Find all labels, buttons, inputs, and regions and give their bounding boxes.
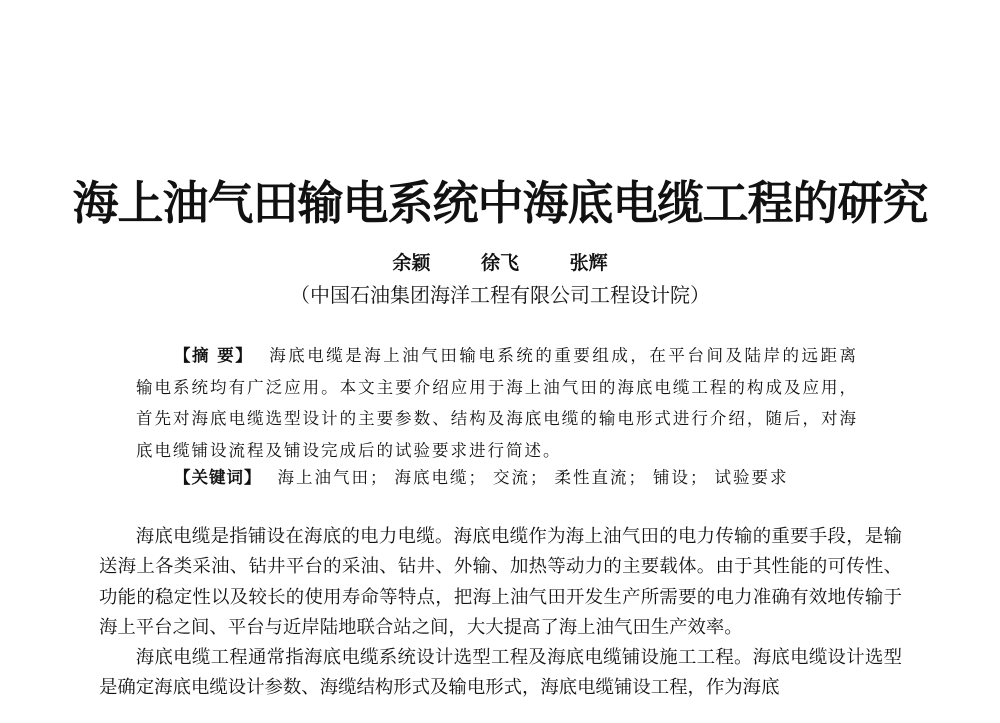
body-paragraph: 海底电缆工程通常指海底电缆系统设计选型工程及海底电缆铺设施工工程。海底电缆设计选型是确定海底电缆设计参数、海缆结构形式及输电形式，海底电缆铺设工程，作为海底 [99, 647, 902, 699]
keyword: 海上油气田 [277, 468, 370, 487]
keyword-separator: ； [690, 468, 709, 487]
keyword: 海底电缆 [394, 468, 469, 487]
author-name: 徐飞 [480, 252, 519, 274]
abstract-label: 【摘 要】 [173, 346, 254, 365]
keyword: 交流 [493, 468, 530, 487]
author-affiliation: （中国石油集团海洋工程有限公司工程设计院） [290, 283, 710, 307]
keyword-separator: ； [530, 468, 549, 487]
body-text [99, 522, 902, 704]
author-name: 余颖 [392, 252, 431, 274]
keyword-separator: ； [628, 468, 647, 487]
keyword: 试验要求 [714, 468, 789, 487]
keyword: 柔性直流 [554, 468, 629, 487]
keyword-separator: ； [468, 468, 487, 487]
author-name: 张辉 [569, 252, 608, 274]
author-list [0, 249, 1000, 277]
keyword: 铺设 [653, 468, 690, 487]
abstract-block [136, 340, 858, 466]
abstract-text: 海底电缆是海上油气田输电系统的重要组成，在平台间及陆岸的远距离输电系统均有广泛应用。本文主要介绍应用于海上油气田的海底电缆工程的构成及应用，首先对海底电缆选型设计的主要参数、结构及海底电缆的输电形式进行介绍，随后，对海底电缆铺设流程及铺设完成后的试验要求进行简述。 [136, 346, 859, 460]
body-paragraph: 海底电缆是指铺设在海底的电力电缆。海底电缆作为海上油气田的电力传输的重要手段，是输送海上各类采油、钻井平台的采油、钻井、外输、加热等动力的主要载体。由于其性能的可传性、功能的稳定性以及较长的使用寿命等特点，把海上油气田开发生产所需要的电力准确有效地传输于海上平台之间、平台与近岸陆地联合站之间，大大提高了海上油气田生产效率。 [99, 526, 902, 638]
paper-title: 海上油气田输电系统中海底电缆工程的研究 [72, 176, 928, 230]
keywords-label: 【关键词】 [174, 468, 262, 487]
keywords-block [174, 462, 874, 494]
keyword-separator: ； [370, 468, 389, 487]
